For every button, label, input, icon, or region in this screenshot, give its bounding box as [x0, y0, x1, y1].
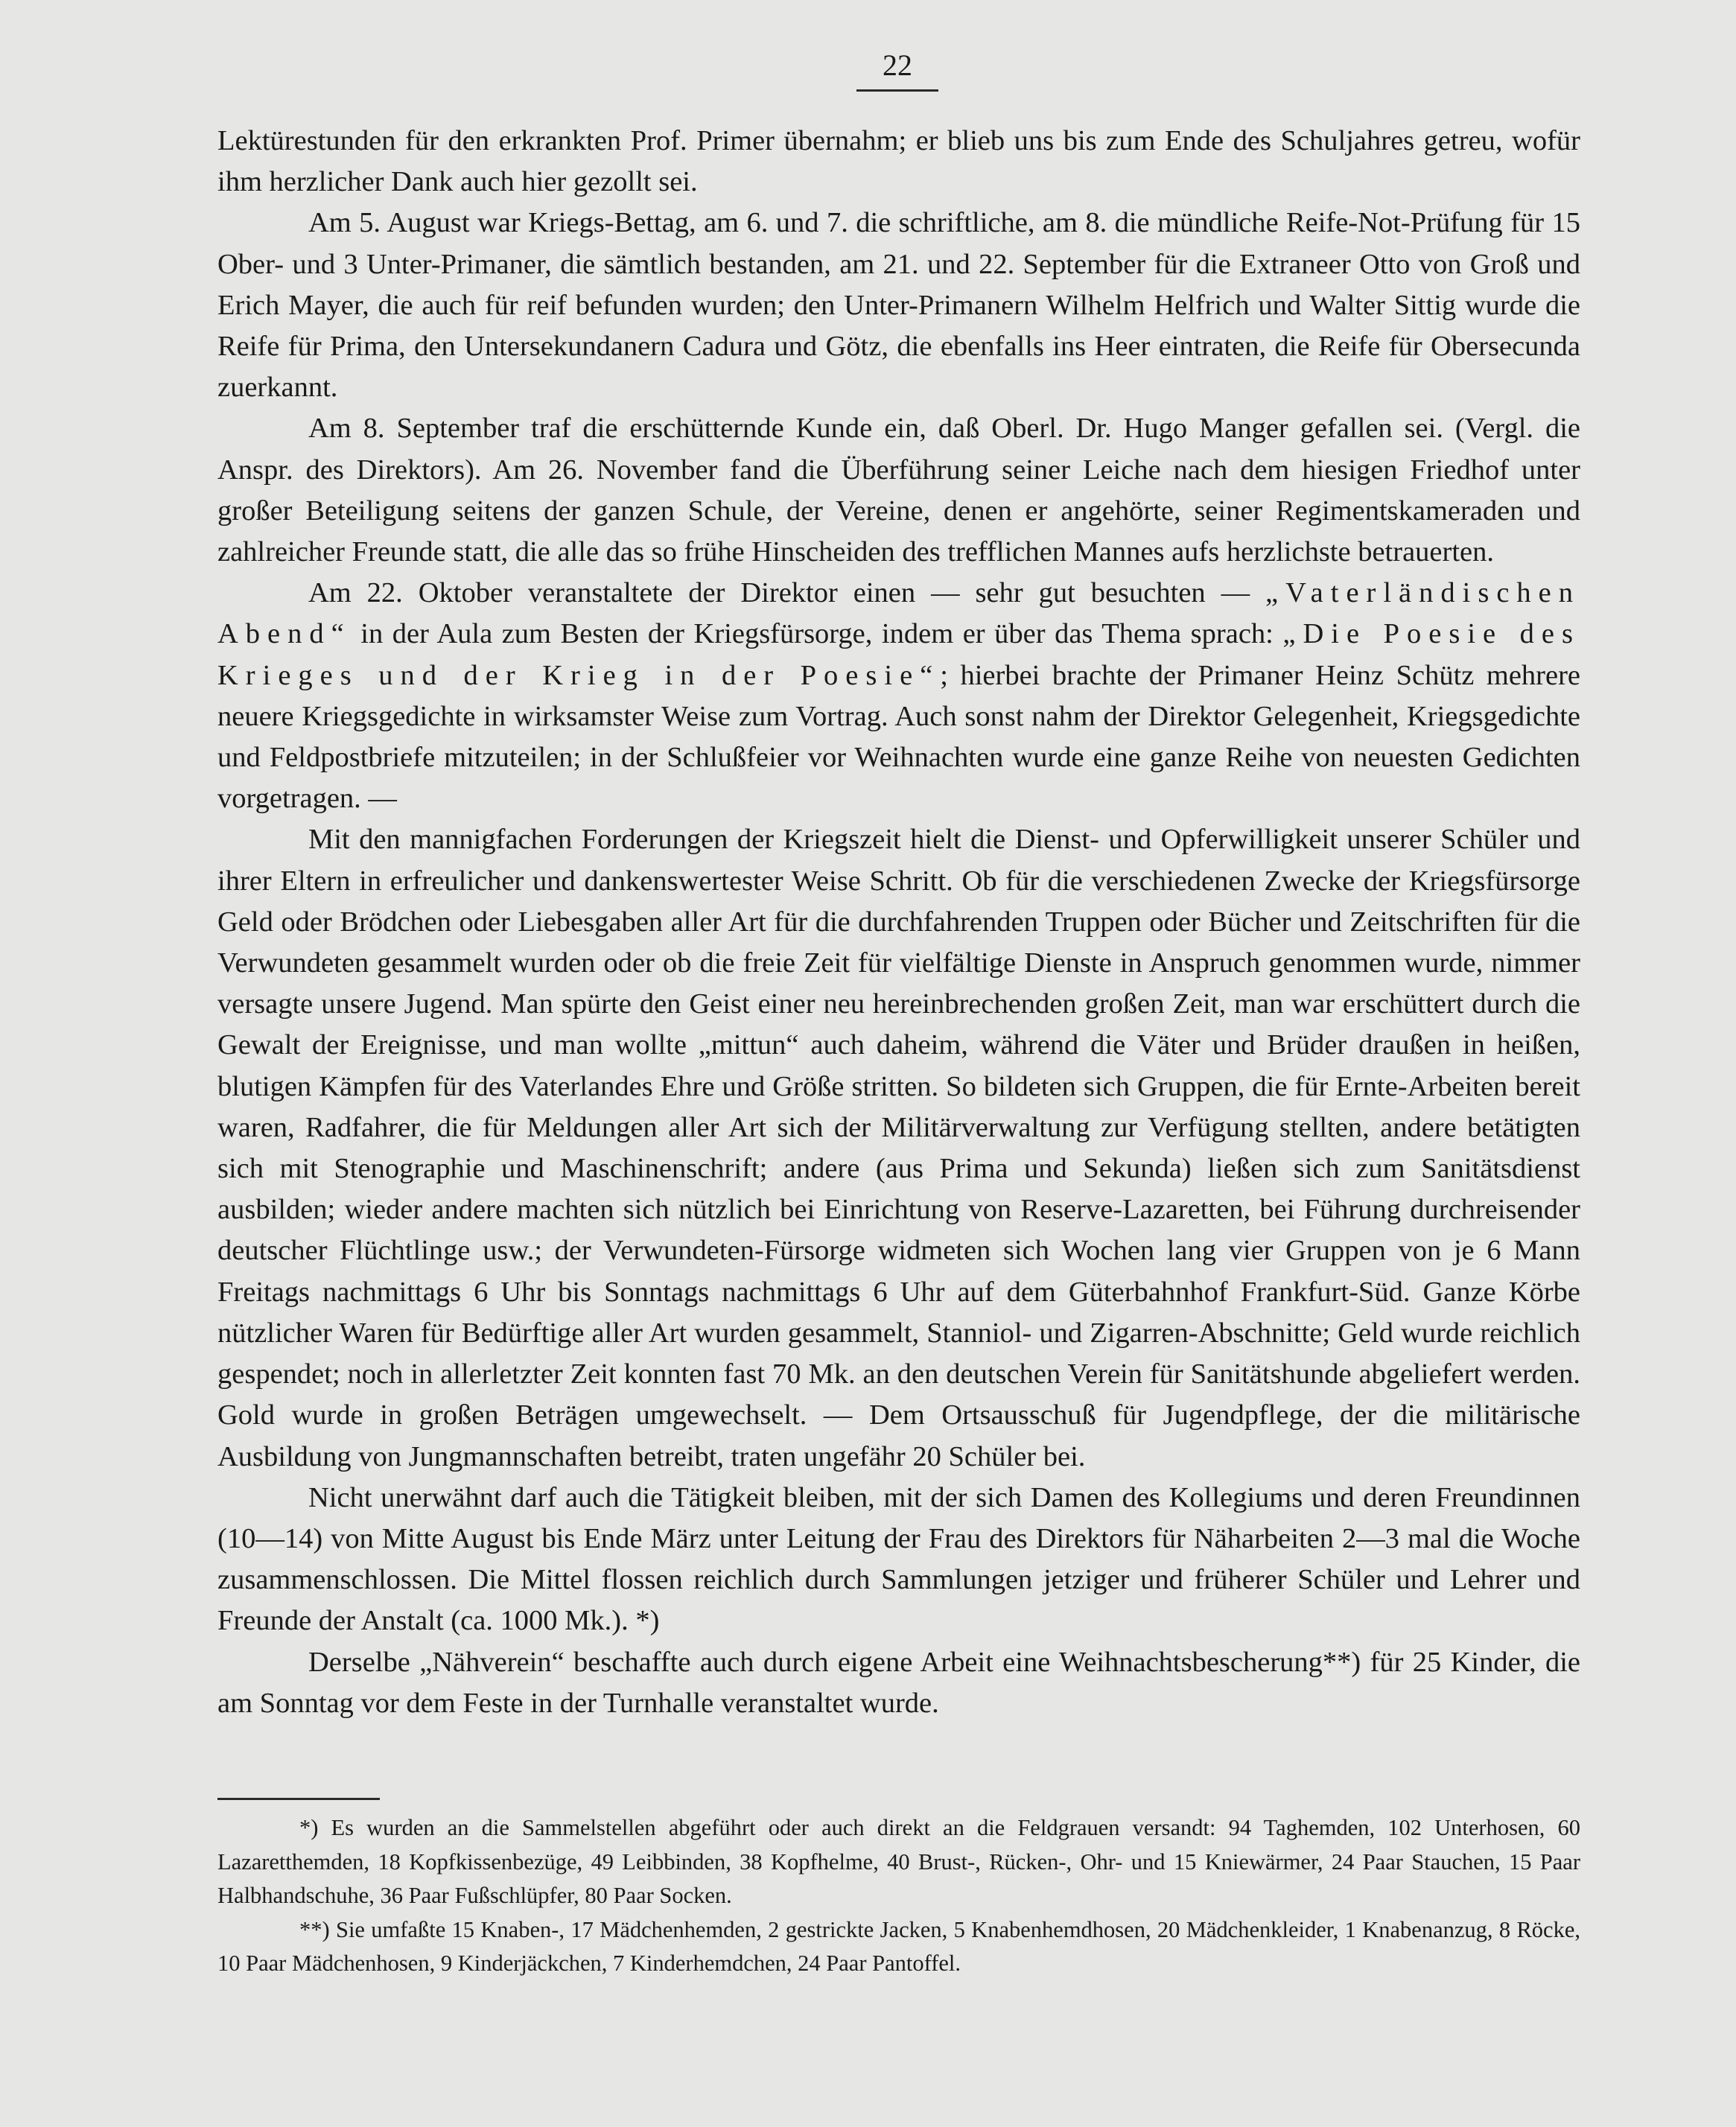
- paragraph-2: Am 5. August war Kriegs-Bettag, am 6. und 7. die schriftliche, am 8. die mündliche Reife-Not-Prüfung für 15 Ober- und 3 Unter-Primaner, die sämtlich bestanden, am 21. und 22. September für die Extraneer Otto von Groß und Erich Mayer, die auch für reif befunden wurden; den Unter-Primanern Wilhelm Helfrich und Walter Sittig wurde die Reife für Prima, den Untersekundanern Cadura und Götz, die ebenfalls ins Heer eintraten, die Reife für Obersecunda zuerkannt.: [217, 207, 1580, 404]
- footnote-2: **) Sie umfaßte 15 Knaben-, 17 Mädchenhemden, 2 gestrickte Jacken, 5 Knabenhemdhosen, 20 Mädchenkleider, 1 Knabenanzug, 8 Röcke, 10 Paar Mädchenhosen, 9 Kinderjäckchen, 7 Kinderhemdchen, 24 Paar Pantoffel.: [217, 1916, 1580, 1976]
- paragraph-6: Nicht unerwähnt darf auch die Tätigkeit bleiben, mit der sich Damen des Kollegiums und deren Freundinnen (10—14) von Mitte August bis Ende März unter Leitung der Frau des Direktors für Näharbeiten 2—3 mal die Woche zusammenschlossen. Die Mittel flossen reichlich durch Sammlungen jetziger und früherer Schüler und Lehrer und Freunde der Anstalt (ca. 1000 Mk.). *): [217, 1481, 1580, 1637]
- paragraph-4: [217, 573, 1580, 819]
- paragraph-3: Am 8. September traf die erschütternde Kunde ein, daß Oberl. Dr. Hugo Manger gefallen sei. (Vergl. die Anspr. des Direktors). Am 26. November fand die Überführung seiner Leiche nach dem hiesigen Friedhof unter großer Beteiligung seitens der ganzen Schule, der Vereine, denen er angehörte, seiner Regimentskameraden und zahlreicher Freunde statt, die alle das so frühe Hinscheiden des trefflichen Mannes aufs herzlichste betrauerten.: [217, 413, 1580, 568]
- footnote-rule: [217, 1798, 380, 1800]
- paragraph-7: Derselbe „Nähverein“ beschaffte auch durch eigene Arbeit eine Weihnachtsbescherung**) für 25 Kinder, die am Sonntag vor dem Feste in der Turnhalle veranstaltet wurde.: [217, 1646, 1580, 1719]
- body-text: [217, 121, 1580, 1724]
- paragraph-4-text-b: in der Aula zum Besten der Kriegsfürsorge, indem er über das Thema sprach:: [351, 618, 1283, 650]
- paragraph-5: Mit den mannigfachen Forderungen der Kriegszeit hielt die Dienst- und Opferwilligkeit unserer Schüler und ihrer Eltern in erfreulicher und dankenswertester Weise Schritt. Ob für die verschiedenen Zwecke der Kriegsfürsorge Geld oder Brödchen oder Liebesgaben aller Art für die durchfahrenden Truppen oder Bücher und Zeitschriften für die Verwundeten gesammelt wurden oder ob die freie Zeit für vielfältige Dienste in Anspruch genommen wurde, nimmer versagte unsere Jugend. Man spürte den Geist einer neu hereinbrechenden großen Zeit, man war erschüttert durch die Gewalt der Ereignisse, und man wollte „mittun“ auch daheim, während die Väter und Brüder draußen in heißen, blutigen Kämpfen für des Vaterlandes Ehre und Größe stritten. So bildeten sich Gruppen, die für Ernte-Arbeiten bereit waren, Radfahrer, die für Meldungen aller Art sich der Militärverwaltung zur Verfügung stellten, andere betätigten sich mit Stenographie und Maschinenschrift; andere (aus Prima und Sekunda) ließen sich zum Sanitätsdienst ausbilden; wieder andere machten sich nützlich bei Einrichtung von Reserve-Lazaretten, bei Führung durchreisender deutscher Flüchtlinge usw.; der Verwundeten-Fürsorge widmeten sich Wochen lang vier Gruppen von je 6 Mann Freitags nachmittags 6 Uhr bis Sonntags nachmittags 6 Uhr auf dem Güterbahnhof Frankfurt-Süd. Ganze Körbe nützlicher Waren für Bedürftige aller Art wurden gesammelt, Stanniol- und Zigarren-Abschnitte; Geld wurde reichlich gespendet; noch in allerletzter Zeit konnten fast 70 Mk. an den deutschen Verein für Sanitätshunde abgeliefert werden. Gold wurde in großen Beträgen umgewechselt. — Dem Ortsausschuß für Jugendpflege, der die militärische Ausbildung von Jungmannschaften betreibt, traten ungefähr 20 Schüler bei.: [217, 824, 1580, 1472]
- evening-title: „Vaterländischen Abend“: [217, 577, 1580, 650]
- page-number: 22: [883, 48, 912, 82]
- footnote-1: *) Es wurden an die Sammelstellen abgeführt oder auch direkt an die Feldgrauen versandt: 94 Taghemden, 102 Unterhosen, 60 Lazaretthemden, 18 Kopfkissenbezüge, 49 Leibbinden, 38 Kopfhelme, 40 Brust-, Rücken-, Ohr- und 15 Kniewärmer, 24 Paar Stauchen, 15 Paar Halbhandschuhe, 36 Paar Fußschlüpfer, 80 Paar Socken.: [217, 1815, 1580, 1908]
- paragraph-4-text-a: Am 22. Oktober veranstaltete der Direktor einen — sehr gut besuchten —: [308, 577, 1266, 609]
- paragraph-4-text-c: ; hierbei brachte der Primaner Heinz Schütz mehrere neuere Kriegsgedichte in wirksamster Weise zum Vortrag. Auch sonst nahm der Direktor Gelegenheit, Kriegsgedichte und Feldpostbriefe mitzuteilen; in der Schlußfeier vor Weihnachten wurde eine ganze Reihe von neuesten Gedichten vorgetragen. —: [217, 659, 1580, 815]
- page-number-rule: [856, 89, 938, 92]
- footnotes: [217, 1811, 1580, 1981]
- lecture-title: „Die Poesie des Krieges und der Krieg in der Poesie“: [217, 618, 1580, 691]
- paragraph-1: Lektürestunden für den erkrankten Prof. Primer übernahm; er blieb uns bis zum Ende des Schuljahres getreu, wofür ihm herzlicher Dank auch hier gezollt sei.: [217, 125, 1580, 198]
